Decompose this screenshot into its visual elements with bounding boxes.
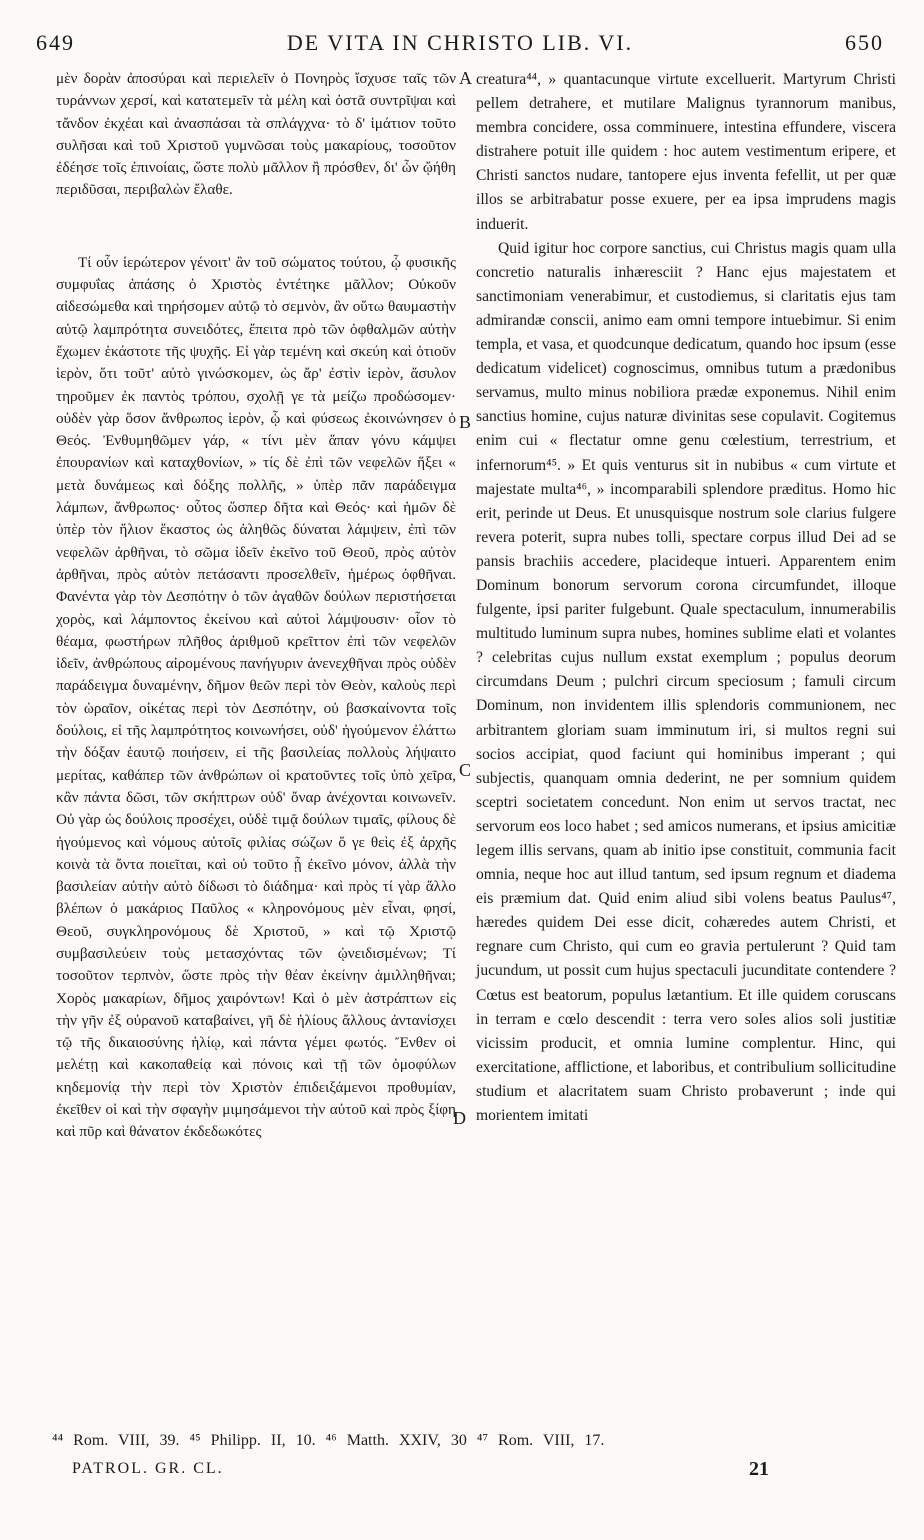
margin-letter-a: A (459, 68, 472, 88)
latin-column (476, 68, 896, 1128)
footnotes: ⁴⁴ Rom. VIII, 39. ⁴⁵ Philipp. II, 10. ⁴⁶ Matth. XXIV, 30 ⁴⁷ Rom. VIII, 17. (52, 1432, 605, 1449)
page-number-right: 650 (845, 30, 884, 55)
running-title: DE VITA IN CHRISTO LIB. VI. (286, 30, 634, 55)
latin-paragraph-1: creatura⁴⁴, » quantacunque virtute excelluerit. Martyrum Christi pellem detrahere, et mutilare Malignus tyrannorum manibus, membra concidere, ossa comminuere, intestina effundere, viscera distrahere potuit ille quidem : hoc autem vestimentum eripere, et Christi sanctos nudare, tantopere ejus inventa fefellit, ut per quæ illos se arbitrabatur posse exuere, per ea ipsa imprudens magis induerit. (476, 71, 896, 233)
margin-letter-d: D (453, 1108, 466, 1128)
greek-paragraph-2: Τί οὖν ἱερώτερον γένοιτ' ἂν τοῦ σώματος τούτου, ᾧ φυσικῆς συμφυΐας ἁπάσης ὁ Χριστὸς ἐντέτηκε μᾶλλον; Οὐκοῦν αἰδεσώμεθα καὶ τηρήσομεν αὐτῷ τὸ σεμνὸν, ἂν οὕτω θαυμαστὴν αὐτῷ λαμπρότητα συνειδότες, ἔπειτα πρὸ τῶν ὀφθαλμῶν αὐτὴν ἔχωμεν ἑκάστοτε τῆς ψυχῆς. Εἰ γὰρ τεμένη καὶ σκεύη καὶ ὁτιοῦν ἱερὸν, ὅτι τοῦτ' αὐτὸ γινώσκομεν, ὡς ἄρ' ἐστὶν ἱερὸν, ἄσυλον τηροῦμεν ἐκ παντὸς τρόπου, σχολῇ γε τὰ μείζω προδώσομεν· οὐδὲν γὰρ ὅσον ἄνθρωπος ἱερὸν, ᾧ καὶ φύσεως ἐκοινώνησεν ὁ Θεός. Ἐνθυμηθῶμεν γάρ, « τίνι μὲν ἅπαν γόνυ κάμψει ἐπουρανίων καὶ καταχθονίων, » τίς δὲ ἐπὶ τῶν νεφελῶν ἥξει « μετὰ δυνάμεως καὶ δόξης πολλῆς, » ὑπὲρ πᾶν παράδειγμα λάμπων, ἄνθρωπος· οὗτος ὥσπερ δῆτα καὶ Θεός· καὶ ἡμῶν δὲ ὑπὲρ τὸν ἥλιον ἕκαστος ὡς ἀληθῶς δύναται λάμψειν, ἐπὶ τῶν νεφελῶν ἀρθῆναι, τὸ σῶμα ἰδεῖν ἐκεῖνο τοῦ Θεοῦ, πρὸς αὐτὸν ἀρθῆναι, πρὸς αὐτὸν πετάσαντι προσελθεῖν, ἡμέρως ὀφθῆναι. Φανέντα γὰρ τὸν Δεσπότην ὁ τῶν ἀγαθῶν δούλων περιστήσεται χορὸς, καὶ λάμποντος ἐκείνου καὶ αὐτοὶ λάμψουσιν· οἷον τὸ θέαμα, φωστήρων πλῆθος ἀριθμοῦ κρεῖττον ἐπὶ τῶν νεφελῶν ἰδεῖν, ἀνθρώπους αἰρομένους πανήγυριν ἀνενεχθῆναι πρὸς οὐδὲν παράδειγμα δυναμένην, δῆμον θεῶν περὶ τὸν Θεὸν, καλοὺς περὶ τὸν ὡραῖον, οἰκέτας περὶ τὸν Δεσπότην, οὐ βασκαίνοντα τοῖς δούλοις, εἰ τῆς λαμπρότητος κοινωνήσει, οὐδ' ἡγούμενον ἐλάττω τὴν δόξαν ἑαυτῷ ποιήσειν, εἰ τῆς βασιλείας πολλοὺς λήψαιτο μερίτας, καθάπερ τῶν ἀνθρώπων οἱ κρατοῦντες τοῖς ὑπὸ χεῖρα, κἂν πάντα δῶσι, τῶν σκήπτρων οὐδ' ὄναρ ἀνέχονται κοινωνεῖν. Οὐ γὰρ ὡς δούλοις προσέχει, οὐδὲ τιμᾷ δούλων τιμαῖς, φίλους δὲ ἡγούμενος καὶ νόμους αὐτοῖς φιλίας σώζων ὅ γε θεὶς ἐξ ἀρχῆς κοινὰ τὰ ὄντα ποιεῖται, καὶ οὐ τοῦτο ᾗ ἐκεῖνο μόνον, ἀλλὰ τὴν βασιλείαν αὐτὴν αὐτὸ δίδωσι τὸ διάδημα· καὶ πρὸς τί γὰρ ἄλλο βλέπων ὁ μακάριος Παῦλος « κληρονόμους μὲν εἶναι, φησί, Θεοῦ, συγκληρονόμους δὲ Χριστοῦ, » καὶ τῷ Χριστῷ συμβασιλεύειν τοὺς μετασχόντας τῶν ᾠνειδισμένων; Τί τοσοῦτον τερπνὸν, ὥστε πρὸς τὴν θέαν ἐκείνην ἁμιλληθῆναι; Χορὸς μακαρίων, δῆμος χαιρόντων! Καὶ ὁ μὲν ἀστράπτων εἰς τὴν γῆν ἐξ οὐρανοῦ καταβαίνει, γῆ δὲ ἡλίους ἄλλους ἀντανίσχει τῷ τῆς δικαιοσύνης ἡλίῳ, καὶ πάντα γέμει φωτός. Ἔνθεν οἱ μελέτῃ καὶ κακοπαθείᾳ καὶ πόνοις καὶ τῇ τῶν ὁμοφύλων κηδεμονίᾳ τὴν περὶ τὸν Χριστὸν ἐπιδειξάμενοι προθυμίαν, ἐκεῖθεν οἱ καὶ τὴν σφαγὴν μιμησάμενοι τὴν αὐτοῦ καὶ πρὸς ξίφη καὶ πῦρ καὶ θάνατον ἐκδεδωκότες (56, 253, 456, 1141)
latin-paragraph-2: Quid igitur hoc corpore sanctius, cui Christus magis quam ulla concretio naturalis inhæresciit ? Hanc ejus majestatem et sanctimoniam venerabimur, et custodiemus, si claritatis ejus tam admirandæ conscii, animo eam omni tempore intuebimur. Si enim templa, et vasa, et quodcunque dedicatum, quando hoc ipsum (esse dedicatum videlicet) cognoscimus, omnibus tutum a prædonibus servamus, multo minus nobiliora prædæ exponemus. Nihil enim sanctius homine, cujus naturæ divinitas sese copulavit. Cogitemus enim cui « flectatur omne genu cœlestium, terrestrium, et infernorum⁴⁵. » Et quis venturus sit in nubibus « cum virtute et majestate multa⁴⁶, » incomparabili splendore præditus. Homo hic erit, perinde ut Deus. Et unusquisque nostrum sole clarius fulgere revera poterit, supra nubes tolli, spectare corpus illud Dei ad se pansis brachiis accedere, placideque intueri. Apparentem enim Dominum bonorum servorum corona circumfundet, illoque fulgente, ipsi pariter fulgebunt. Quale spectaculum, innumerabilis multitudo luminum supra nubes, homines sublime elati et volantes ? celebritas cujus nullum exstat exemplum ; populus deorum circumdans Deum ; pulchri circum speciosum ; famuli circum Dominum, non invidentem illis splendoris communionem, nec arbitrantem gloriam suam imminutum iri, si multos regni sui socios accipiat, quod faciunt qui hominibus imperant ; qui subjectis, quanquam omnia dederint, ne per somnium quidem sceptri societatem concedunt. Non enim ut servos tractat, nec servorum eos loco habet ; sed amicos numerans, et ipsius amicitiæ legem illis servans, quam ab initio ipse constituit, communia facit omnia, neque hoc aut illud tantum, sed ipsum regnum et diadema eis præmium dat. Quid enim aliud sibi volens beatus Paulus⁴⁷, hæredes quidem Dei esse dicit, cohæredes autem Christi, et regnare cum Christo, qui cum eo gravia pertulerunt ? Quid tam jucundum, ut possit cum hujus spectaculi jucunditate contendere ? Cœtus est beatorum, populus lætantium. Et ille quidem coruscans in terram e cœlo descendit : terra vero soles alios soli justitiæ vicissim producit, et omnia lumine complentur. Hinc, qui exercitatione, afflictione, et laboribus, et contribulium sollicitudine studium et alacritatem suam Christo probaverunt ; inde qui morientem imitati (476, 239, 896, 1125)
patrol-signature: PATROL. GR. CL. (72, 1460, 224, 1477)
running-header (36, 30, 884, 58)
paragraph-gap (56, 202, 456, 252)
page-number-left: 649 (36, 30, 75, 55)
margin-letter-c: C (459, 760, 472, 780)
greek-paragraph-1: μὲν δορὰν ἀποσύραι καὶ περιελεῖν ὁ Πονηρὸς ἴσχυσε ταῖς τῶν τυράννων χερσί, καὶ κατατεμεῖν τὰ μέλη καὶ ὀστᾶ συντρῖψαι καὶ τἄνδον ἐκχέαι καὶ ἀνασπάσαι τὰ σπλάγχνα· τὸ δ' ἱμάτιον τοῦτο συλῆσαι καὶ τοῦ Χριστοῦ γυμνῶσαι τοὺς μακαρίους, τοσοῦτον ἐδέησε τοῖς ἐπινοίαις, ὥστε πολὺ μᾶλλον ἢ πρόσθεν, δι' ὧν ᾤήθη περιδῦσαι, περιβαλὼν ἔλαθε. (56, 70, 456, 199)
greek-column (56, 68, 456, 1144)
sheet-signature: 21 (749, 1458, 769, 1480)
margin-letter-b: B (459, 412, 472, 432)
